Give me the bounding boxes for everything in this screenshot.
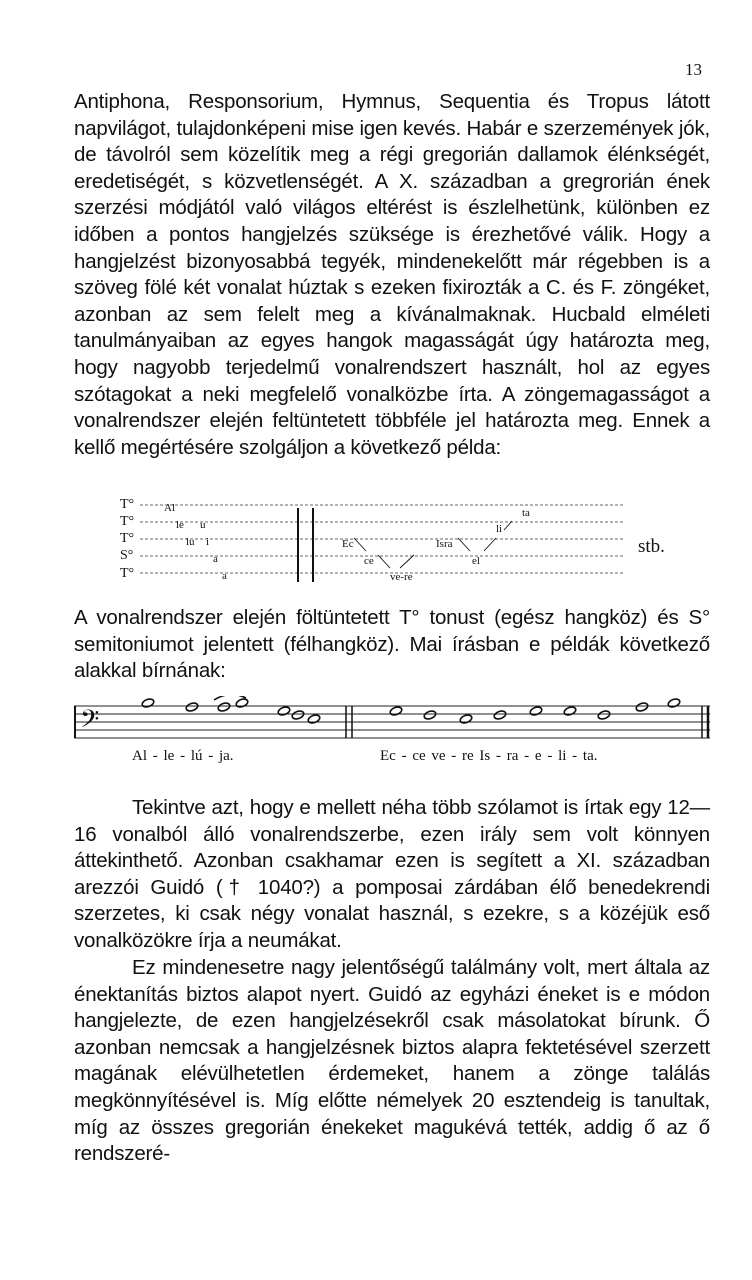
hucbald-staff-svg: [118, 494, 678, 586]
paragraph-3: Tekintve azt, hogy e mellett néha több szólamot is írtak egy 12—16 vonalból álló vonalrendszerbe, ezen irály sem volt könnyen áttekinthető. Azonban csakhamar ezen is segített a XI. században arezzói Guidó († 1040?) a pomposai zárdában élő benedekrendi szerzetes, ki csak négy vonalat használ, s ezekre, s a közéjük eső vonalközökre írja a neumákat.: [74, 796, 710, 952]
hucbald-staff-figure: [118, 494, 678, 586]
paragraph-1: Antiphona, Responsorium, Hymnus, Sequentia és Tropus látott napvilágot, tulajdonképeni mise igen kevés. Habár e szerzemények jók, de távolról sem közelítik meg a régi gregorián dallamok élénkségét, eredetiségét, s közvetlenségét. A X. században a gregrorián ének szerzési módjától való világos eltérést is észlelhetünk, különben ez időben a pontos hangjelzés szüksége is érezhetővé válik. Hogy a hangjelzést bizonyosabbá tegyék, mindenekelőtt már régebben is a szöveg fölé két vonalat húztak s ezeken fixirozták a C. és F. zöngéket, azonban az sem felelt meg a kívánalmaknak. Hucbald elméleti tanulmányaiban az egyes hangok magasságát úgy határozta meg, hogy nagyobb terjedelmű vonalrendszert használt, hol az egyes szótagokat a neki megfelelő vonalközbe írta. A zöngemagasságot a vonalrendszer elején feltüntetett többféle jel határozta meg. Ennek a kellő megértésére szolgáljon a következő példa:: [74, 90, 710, 459]
syllable-ec: Ec: [342, 538, 354, 550]
syllable-a-2: a: [222, 570, 227, 582]
row-label-2: T°: [120, 514, 135, 529]
syllable-le: le: [176, 519, 184, 531]
row-label-3: T°: [120, 531, 135, 546]
syllable-i: i: [206, 536, 210, 548]
syllable-ta: ta: [522, 507, 530, 519]
paragraph-4: Ez mindenesetre nagy jelentőségű találmány volt, mert általa az énektanítás biztos alapot nyert. Guidó az egyházi éneket is e módon hangjelezte, de ezen hangjelzésekről csak másolatokat bírunk. Ő azonban nemcsak a hangjelzésnek biztos alapra fektetésével szerzett magának elévülhetetlen érdemeket, hanem a zönge találás megkönnyítésével is. Míg előtte némelyek 20 esztendeig is tanultak, míg az összes gregorián énekeket magukévá tették, addig ő az ő rendszeré-: [74, 956, 710, 1166]
syllable-a-1: a: [213, 553, 218, 565]
bass-clef-icon: 𝄢: [80, 706, 100, 739]
syllable-el: el: [472, 555, 480, 567]
modern-staff-figure: [74, 696, 714, 776]
stb-label: stb.: [638, 536, 665, 557]
page-number: 13: [685, 60, 702, 79]
syllable-ce: ce: [364, 555, 374, 567]
syllable-u: u: [200, 519, 206, 531]
syllable-lu: lu: [186, 536, 195, 548]
row-label-5: T°: [120, 566, 135, 581]
row-label-4: S°: [120, 548, 134, 563]
row-label-1: T°: [120, 497, 135, 512]
syllable-isra: Isra: [436, 538, 453, 550]
lyrics-right: Ec - ce ve - re Is - ra - e - li - ta.: [380, 748, 598, 764]
lyrics-left: Al - le - lú - ja.: [132, 748, 234, 764]
paragraph-2: A vonalrendszer elején föltüntetett T° tonust (egész hangköz) és S° semitoniumot jelentett (félhangköz). Mai írásban e példák következő alakkal bírnának:: [74, 606, 710, 683]
syllable-al: Al: [164, 502, 175, 514]
syllable-vere: ve-re: [390, 571, 413, 583]
syllable-li: li: [496, 523, 503, 535]
